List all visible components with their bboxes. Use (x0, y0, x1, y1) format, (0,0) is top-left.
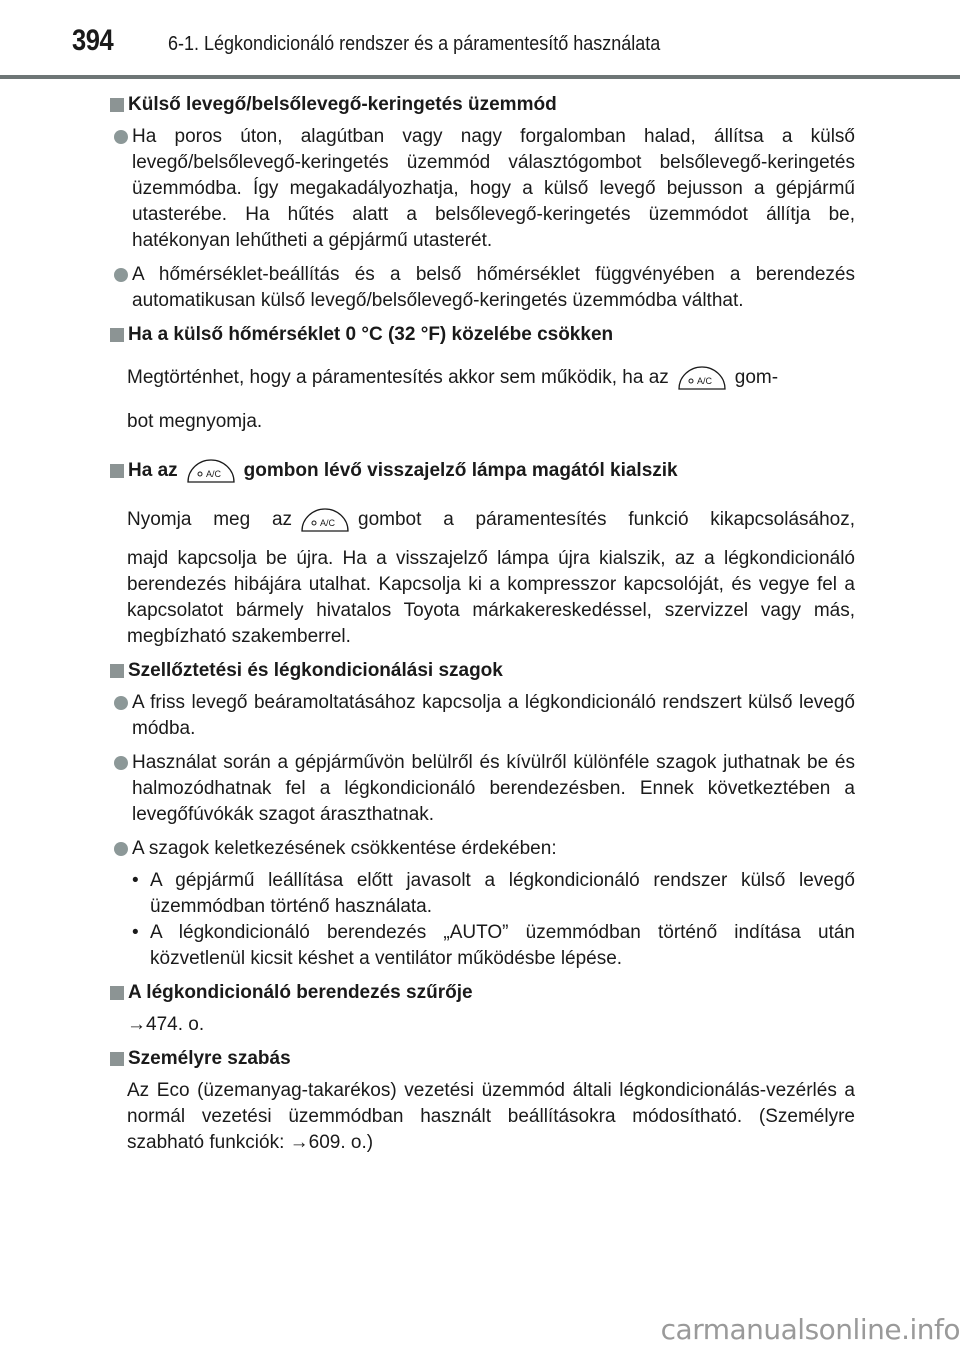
bullet-dot-icon (114, 842, 128, 856)
page-number: 394 (72, 24, 114, 57)
ac-button-icon (677, 365, 727, 391)
svg-text:A/C: A/C (696, 375, 712, 386)
section-square-icon (110, 328, 124, 342)
section-square-icon (110, 98, 124, 112)
bullet-item: Használat során a gépjárművön belülről és kívülről különféle szagok juthatnak be és halmozódhatnak fel a légkondicionáló berendezésben. Ennek következtében a levegőfúvókák szagot áraszthatnak. (110, 750, 855, 828)
bullet-dot-icon (114, 756, 128, 770)
ac-button-icon (300, 507, 350, 533)
sub-bullet-marker: • (132, 870, 139, 891)
section-title: A légkondicionáló berendezés szűrője (110, 980, 855, 1006)
bullet-item: A friss levegő beáramoltatásához kapcsolja a légkondicionáló rendszert külső levegő módba. (110, 690, 855, 742)
section-title: Személyre szabás (110, 1046, 855, 1072)
section-title: Ha a külső hőmérséklet 0 °C (32 °F) közelébe csökken (110, 322, 855, 348)
paragraph: Az Eco (üzemanyag-takarékos) vezetési üzemmód általi légkondicionálás-vezérlés a normál vezetési üzemmódban használt beállításokra módosítható. (Személyre szabható funkciók: →609. o.) (127, 1080, 855, 1153)
sub-bullet-marker: • (132, 922, 139, 943)
header-divider (0, 75, 960, 79)
paragraph: Megtörténhet, hogy a páramentesítés akkor sem működik, ha az A/C gom- bot megnyomja. (110, 356, 855, 444)
svg-text:A/C: A/C (205, 469, 221, 479)
svg-text:A/C: A/C (320, 517, 336, 528)
page-content (110, 88, 855, 1156)
sub-bullet-item: • A légkondicionáló berendezés „AUTO” üzemmódban történő indítása után közvetlenül kicsit késhet a ventilátor működésbe lépése. (132, 922, 855, 969)
section-square-icon (110, 986, 124, 1000)
sub-bullet-item: • A gépjármű leállítása előtt javasolt a légkondicionáló rendszer külső levegő üzemmódban történő használata. (132, 870, 855, 917)
bullet-dot-icon (114, 268, 128, 282)
bullet-item: A szagok keletkezésének csökkentése érdekében: (110, 836, 855, 862)
bullet-dot-icon (114, 696, 128, 710)
section-title: Szellőztetési és légkondicionálási szagok (110, 658, 855, 684)
page-reference-link[interactable]: →474. o. (127, 1014, 205, 1035)
watermark: carmanualsonline.info (660, 1313, 960, 1346)
bullet-item: Ha poros úton, alagútban vagy nagy forgalomban halad, állítsa a külső levegő/belsőlevegő-keringetés üzemmód választógombot belsőlevegő-keringetés üzemmódba. Így megakadályozhatja, hogy a külső levegő bejusson a gépjármű utasterébe. Ha hűtés alatt a belsőlevegő-keringetés üzemmódot állítja be, hatékonyan lehűtheti a gépjármű utasterét. (110, 124, 855, 254)
section-title: Külső levegő/belsőlevegő-keringetés üzemmód (110, 92, 855, 118)
paragraph: Nyomja meg az A/C gombot a páramentesítés funkció kikapcsolásához, majd kapcsolja be újra. Ha a visszajelző lámpa újra kialszik, az a légkondicionáló berendezés hibájára utalhat. Kapcsolja ki a kompresszor kapcsolóját, és vegye fel a kapcsolatot bármely hivatalos Toyota márkakereskedéssel, szervizzel vagy más, megbízható szakemberrel. (110, 498, 855, 650)
ac-button-icon (186, 458, 236, 484)
bullet-item: A hőmérséklet-beállítás és a belső hőmérséklet függvényében a berendezés automatikusan külső levegő/belsőlevegő-keringetés üzemmódba válthat. (110, 262, 855, 314)
section-square-icon (110, 1052, 124, 1066)
section-square-icon (110, 664, 124, 678)
chapter-title: 6-1. Légkondicionáló rendszer és a páramentesítő használata (168, 33, 661, 55)
section-title: Ha az A/C gombon lévő visszajelző lámpa magától kialszik (110, 458, 855, 484)
bullet-dot-icon (114, 130, 128, 144)
page-header (0, 0, 960, 80)
section-square-icon (110, 464, 124, 478)
